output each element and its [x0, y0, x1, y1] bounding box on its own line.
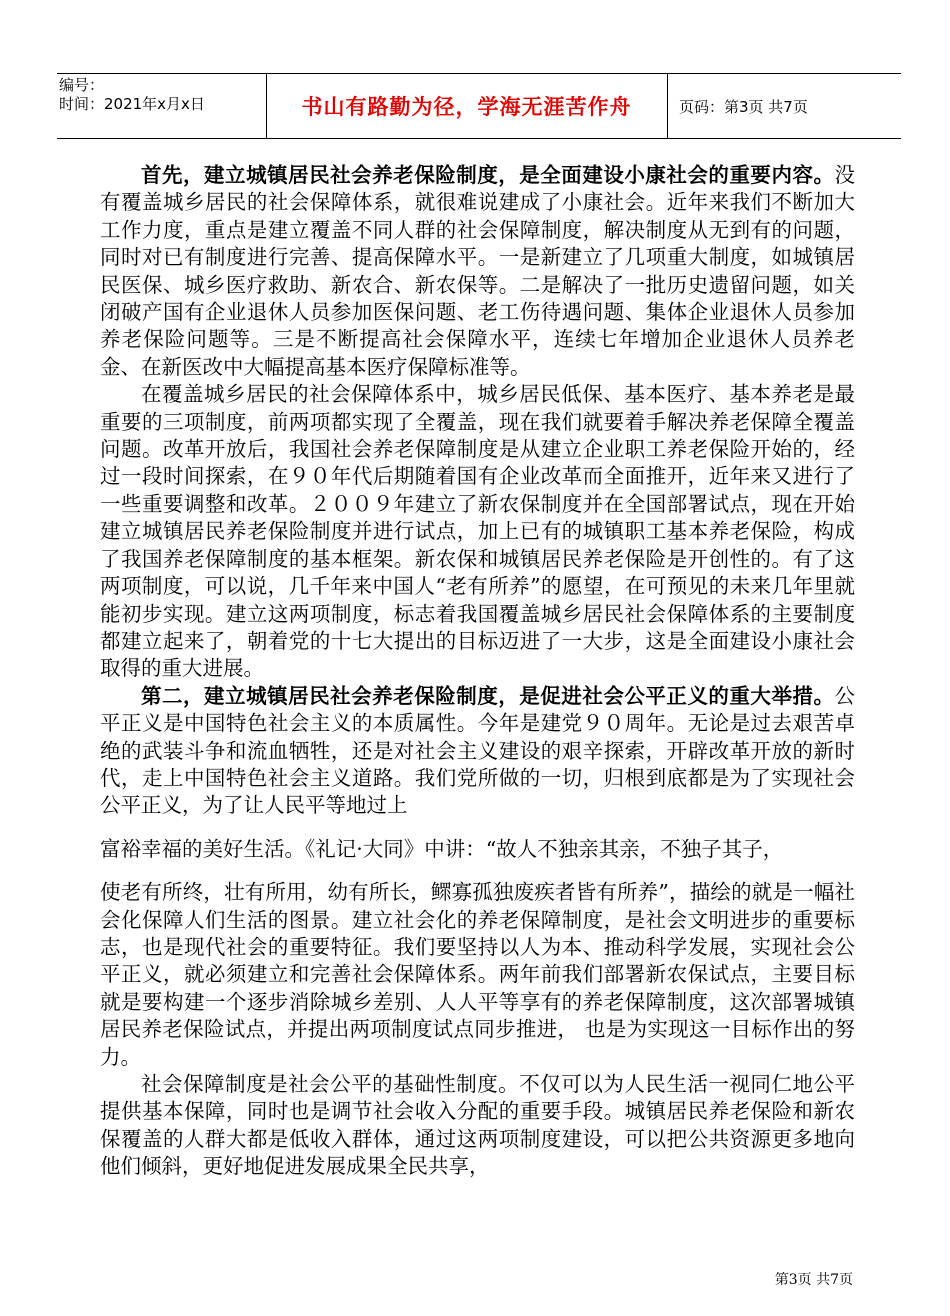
header-motto: 书山有路勤为径，学海无涯苦作舟: [301, 95, 632, 119]
paragraph-text: 在覆盖城乡居民的社会保障体系中，城乡居民低保、基本医疗、基本养老是最重要的三项制度，前两项都实现了全覆盖，现在我们就要着手解决养老保障全覆盖问题。改革开放后，我国社会养老保障制度是从建立企业职工养老保险开始的，经过一段时间探索，在９０年代后期随着国有企业改革而全面推开，近年来又进行了一些重要调整和改革。２００９年建立了新农保制度并在全国部署试点，现在开始建立城镇居民养老保险制度并进行试点，加上已有的城镇职工基本养老保险，构成了我国养老保障制度的基本框架。新农保和城镇居民养老保险是开创性的。有了这两项制度，可以说，几千年来中国人“老有所养”的愿望，在可预见的未来几年里就能初步实现。建立这两项制度，标志着我国覆盖城乡居民社会保障体系的主要制度都建立起来了，朝着党的十七大提出的目标迈进了一大步，这是全面建设小康社会取得的重大进展。: [100, 382, 855, 681]
paragraph-text: 社会保障制度是社会公平的基础性制度。不仅可以为人民生活一视同仁地公平提供基本保障，同时也是调节社会收入分配的重要手段。城镇居民养老保险和新农保覆盖的人群大都是低收入群体，通过这两项制度建设，可以把公共资源更多地向他们倾斜，更好地促进发展成果全民共享，: [100, 1072, 855, 1179]
paragraph: [100, 162, 855, 381]
document-date-label: 时间：2021年x月x日: [59, 95, 205, 113]
paragraph-text: 富裕幸福的美好生活。《礼记·大同》中讲：“故人不独亲其亲，不独子其子，: [100, 836, 784, 861]
header-divider: [667, 74, 668, 138]
paragraph: [100, 683, 855, 820]
paragraph: [100, 836, 855, 863]
paragraph-lead: 首先，建立城镇居民社会养老保险制度，是全面建设小康社会的重要内容。: [141, 163, 835, 187]
header-meta: [59, 76, 205, 114]
paragraph: [100, 1071, 855, 1181]
document-body: [100, 162, 855, 1181]
paragraph: [100, 381, 855, 682]
document-header: [57, 73, 901, 139]
paragraph: [100, 879, 855, 1071]
paragraph-text: 使老有所终，壮有所用，幼有所长，鳏寡孤独废疾者皆有所养”，描绘的就是一幅社会化保障人们生活的图景。建立社会化的养老保障制度，是社会文明进步的重要标志，也是现代社会的重要特征。我们要坚持以人为本、推动科学发展，实现社会公平正义，就必须建立和完善社会保障体系。两年前我们部署新农保试点，主要目标就是要构建一个逐步消除城乡差别、人人平等享有的养老保障制度，这次部署城镇居民养老保险试点，并提出两项制度试点同步推进， 也是为实现这一目标作出的努力。: [100, 880, 855, 1069]
paragraph-lead: 第二，建立城镇居民社会养老保险制度，是促进社会公平正义的重大举措。: [141, 683, 835, 708]
paragraph-text: 公平正义是中国特色社会主义的本质属性。今年是建党９０周年。无论是过去艰苦卓绝的武装斗争和流血牺牲，还是对社会主义建设的艰辛探索，开辟改革开放的新时代，走上中国特色社会主义道路。我们党所做的一切，归根到底都是为了实现社会公平正义，为了让人民平等地过上: [100, 683, 855, 818]
document-number-label: 编号：: [59, 76, 105, 94]
paragraph-text: 没有覆盖城乡居民的社会保障体系，就很难说建成了小康社会。近年来我们不断加大工作力度，重点是建立覆盖不同人群的社会保障制度，解决制度从无到有的问题，同时对已有制度进行完善、提高保障水平。一是新建立了几项重大制度，如城镇居民医保、城乡医疗救助、新农合、新农保等。二是解决了一批历史遗留问题，如关闭破产国有企业退休人员参加医保问题、老工伤待遇问题、集体企业退休人员参加养老保险问题等。三是不断提高社会保障水平，连续七年增加企业退休人员养老金、在新医改中大幅提高基本医疗保障标准等。: [100, 163, 855, 379]
footer-page-number: 第3页 共7页: [774, 1272, 853, 1288]
header-page-number: 页码：第3页 共7页: [679, 97, 808, 116]
